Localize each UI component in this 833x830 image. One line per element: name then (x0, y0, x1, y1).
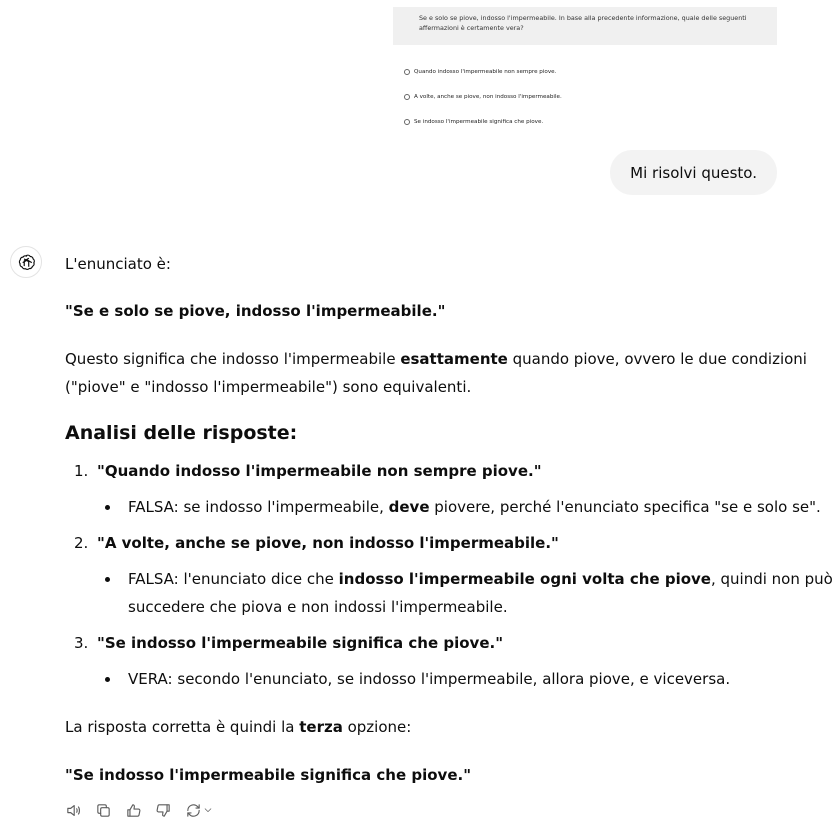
list-number: 3. (74, 634, 89, 652)
attached-image[interactable] (393, 7, 777, 145)
list-item-explanation: FALSA: se indosso l'impermeabile, deve piovere, perché l'enunciato specifica "se e solo se". (128, 498, 821, 516)
answer-final: "Se indosso l'impermeabile significa che piove." (65, 766, 472, 784)
regenerate-button[interactable] (184, 801, 214, 819)
list-item-title: "Quando indosso l'impermeabile non sempre piove." (97, 462, 542, 480)
attached-question: Se e solo se piove, indosso l'impermeabile. In base alla precedente informazione, quale delle seguenti affermazioni è certamente vera? (393, 7, 777, 45)
answer-conclusion: La risposta corretta è quindi la terza opzione: (65, 718, 412, 736)
message-actions (64, 801, 214, 819)
good-response-button[interactable] (124, 801, 142, 819)
bad-response-button[interactable] (154, 801, 172, 819)
bullet-icon (105, 677, 110, 682)
chevron-down-icon (203, 805, 213, 815)
list-number: 1. (74, 462, 89, 480)
openai-logo-icon (17, 253, 36, 272)
answer-statement: "Se e solo se piove, indosso l'impermeabile." (65, 302, 446, 320)
list-item-title: "A volte, anche se piove, non indosso l'impermeabile." (97, 534, 559, 552)
answer-meaning-line-2: ("piove" e "indosso l'impermeabile") sono equivalenti. (65, 378, 472, 396)
list-number: 2. (74, 534, 89, 552)
attached-option-1: Quando indosso l'impermeabile non sempre piove. (404, 69, 556, 75)
read-aloud-button[interactable] (64, 801, 82, 819)
list-item-explanation: VERA: secondo l'enunciato, se indosso l'impermeabile, allora piove, e viceversa. (128, 670, 731, 688)
assistant-avatar (10, 246, 42, 278)
answer-intro: L'enunciato è: (65, 255, 171, 273)
user-message: Mi risolvi questo. (610, 150, 777, 195)
thumbs-down-icon (155, 802, 172, 819)
thumbs-up-icon (125, 802, 142, 819)
bullet-icon (105, 577, 110, 582)
radio-icon (404, 69, 410, 75)
attached-option-3: Se indosso l'impermeabile significa che piove. (404, 119, 543, 125)
copy-button[interactable] (94, 801, 112, 819)
list-item-explanation: FALSA: l'enunciato dice che indosso l'impermeabile ogni volta che piove, quindi non può (128, 570, 833, 588)
copy-icon (95, 802, 112, 819)
answer-heading: Analisi delle risposte: (65, 422, 298, 444)
speaker-icon (65, 802, 82, 819)
list-item-explanation-line-2: succedere che piova e non indossi l'impermeabile. (128, 598, 508, 616)
radio-icon (404, 94, 410, 100)
bullet-icon (105, 505, 110, 510)
answer-meaning-line-1: Questo significa che indosso l'impermeabile esattamente quando piove, ovvero le due condizioni (65, 350, 807, 368)
radio-icon (404, 119, 410, 125)
list-item-title: "Se indosso l'impermeabile significa che piove." (97, 634, 504, 652)
attached-option-2: A volte, anche se piove, non indosso l'impermeabile. (404, 94, 562, 100)
regenerate-icon (185, 802, 202, 819)
